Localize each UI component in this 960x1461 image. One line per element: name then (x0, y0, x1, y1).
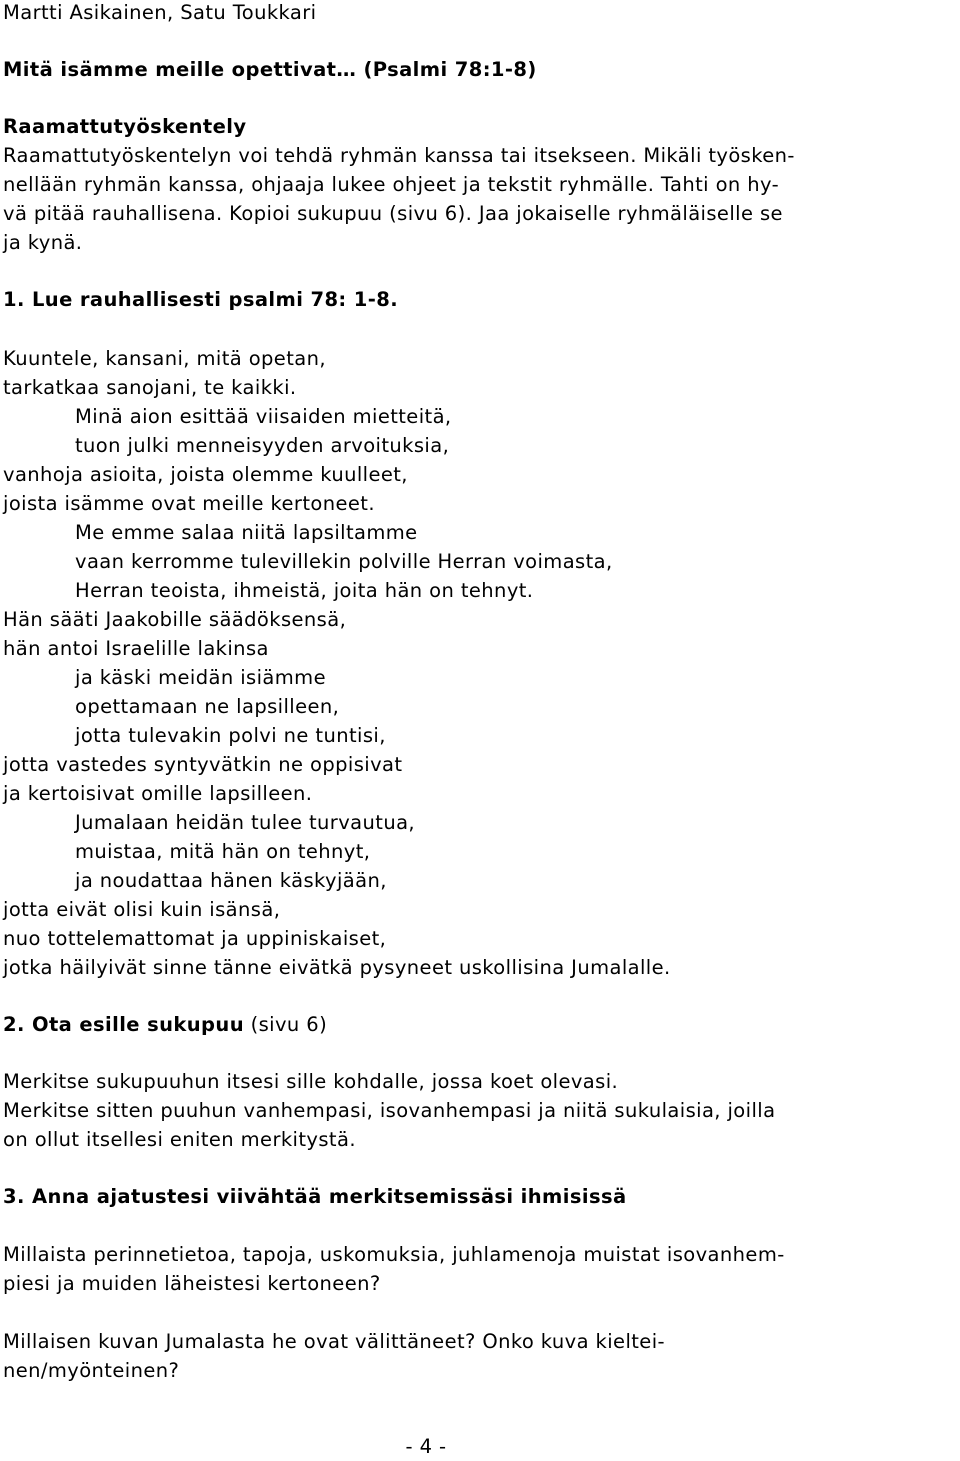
psalm-line: ja kertoisivat omille lapsilleen. (3, 782, 313, 805)
psalm-line: Kuuntele, kansani, mitä opetan, (3, 347, 326, 370)
psalm-line: ja noudattaa hänen käskyjään, (75, 869, 387, 892)
psalm-line: joista isämme ovat meille kertoneet. (3, 492, 375, 515)
question-1-line: Millaista perinnetietoa, tapoja, uskomuksia, juhlamenoja muistat isovanhem- (3, 1243, 785, 1266)
document-title: Mitä isämme meille opettivat… (Psalmi 78:1-8) (3, 58, 537, 81)
psalm-line: Jumalaan heidän tulee turvautua, (75, 811, 416, 834)
question-2-line: Millaisen kuvan Jumalasta he ovat välittäneet? Onko kuva kieltei- (3, 1330, 665, 1353)
section-2-heading-bold: 2. Ota esille sukupuu (3, 1013, 244, 1036)
section-1-heading: 1. Lue rauhallisesti psalmi 78: 1-8. (3, 288, 399, 311)
psalm-line: ja käski meidän isiämme (75, 666, 326, 689)
section-2-heading (3, 1010, 327, 1039)
psalm-line: muistaa, mitä hän on tehnyt, (75, 840, 371, 863)
section-2-line: Merkitse sitten puuhun vanhempasi, isovanhempasi ja niitä sukulaisia, joilla (3, 1099, 776, 1122)
psalm-line: tarkatkaa sanojani, te kaikki. (3, 376, 297, 399)
section-2-line: Merkitse sukupuuhun itsesi sille kohdalle, jossa koet olevasi. (3, 1070, 619, 1093)
psalm-line: jotta eivät olisi kuin isänsä, (3, 898, 281, 921)
psalm-line: jotta tulevakin polvi ne tuntisi, (75, 724, 386, 747)
question-1-line: piesi ja muiden läheistesi kertoneen? (3, 1272, 381, 1295)
section-2-heading-ref: (sivu 6) (243, 1013, 328, 1036)
intro-line: nellään ryhmän kanssa, ohjaaja lukee ohjeet ja tekstit ryhmälle. Tahti on hy- (3, 173, 780, 196)
psalm-line: Me emme salaa niitä lapsiltamme (75, 521, 418, 544)
psalm-line: vanhoja asioita, joista olemme kuulleet, (3, 463, 408, 486)
intro-line: ja kynä. (3, 231, 83, 254)
psalm-line: Minä aion esittää viisaiden mietteitä, (75, 405, 452, 428)
psalm-line: tuon julki menneisyyden arvoituksia, (75, 434, 450, 457)
page-number: - 4 - (405, 1435, 447, 1458)
intro-line: Raamattutyöskentelyn voi tehdä ryhmän kanssa tai itsekseen. Mikäli työsken- (3, 144, 795, 167)
question-2-line: nen/myönteinen? (3, 1359, 180, 1382)
psalm-line: vaan kerromme tulevillekin polville Herran voimasta, (75, 550, 613, 573)
intro-heading: Raamattutyöskentely (3, 115, 247, 138)
psalm-line: nuo tottelemattomat ja uppiniskaiset, (3, 927, 387, 950)
psalm-line: Hän sääti Jaakobille säädöksensä, (3, 608, 347, 631)
section-2-line: on ollut itsellesi eniten merkitystä. (3, 1128, 356, 1151)
psalm-line: opettamaan ne lapsilleen, (75, 695, 340, 718)
psalm-line: hän antoi Israelille lakinsa (3, 637, 269, 660)
psalm-line: jotka häilyivät sinne tänne eivätkä pysyneet uskollisina Jumalalle. (3, 956, 671, 979)
authors: Martti Asikainen, Satu Toukkari (3, 1, 317, 24)
psalm-line: jotta vastedes syntyvätkin ne oppisivat (3, 753, 403, 776)
intro-line: vä pitää rauhallisena. Kopioi sukupuu (sivu 6). Jaa jokaiselle ryhmäläiselle se (3, 202, 783, 225)
psalm-line: Herran teoista, ihmeistä, joita hän on tehnyt. (75, 579, 534, 602)
section-3-heading: 3. Anna ajatustesi viivähtää merkitsemissäsi ihmisissä (3, 1185, 627, 1208)
